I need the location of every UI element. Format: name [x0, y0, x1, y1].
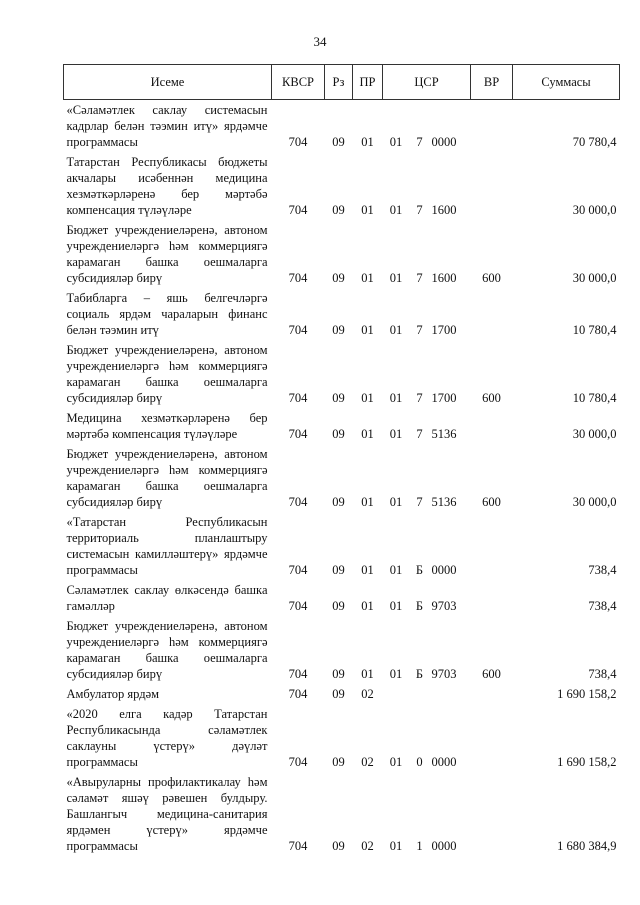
cell-csr2: Б [415, 667, 424, 681]
cell-csr2 [410, 684, 430, 704]
cell-csr3: 5136 [431, 495, 457, 509]
cell-sum: 30 000,0 [572, 427, 617, 441]
cell-rz: 09 [332, 323, 345, 337]
cell-name: Медицина хезмәткәрләренә бер мәртәбә компенсация түләүләре [66, 411, 268, 441]
cell-csr2: 0 [416, 755, 423, 769]
cell-csr3: 1700 [431, 323, 457, 337]
cell-name: «2020 елга кадәр Татарстан Республикасында сәламәтлек саклауны үстерү» дәүләт программасы [66, 707, 268, 769]
cell-kvsr: 704 [288, 599, 308, 613]
cell-csr2: Б [415, 563, 424, 577]
cell-name: Табибларга – яшь белгечләргә социаль ярдәм чараларын финанс белән тәэмин итү [66, 291, 268, 337]
cell-kvsr: 704 [288, 427, 308, 441]
table-row [64, 220, 620, 288]
cell-csr3: 1600 [431, 203, 457, 217]
cell-kvsr: 704 [288, 135, 308, 149]
page-number: 34 [313, 34, 327, 49]
cell-csr1: 01 [389, 839, 403, 853]
cell-vr [471, 512, 513, 580]
cell-kvsr: 704 [288, 391, 308, 405]
cell-sum: 1 690 158,2 [557, 687, 617, 701]
cell-name: Сәламәтлек саклау өлкәсендә башка гамәлләр [66, 583, 268, 613]
cell-csr2: 1 [416, 839, 423, 853]
cell-kvsr: 704 [288, 203, 308, 217]
cell-vr [471, 704, 513, 772]
table-row [64, 616, 620, 684]
cell-csr3: 9703 [431, 599, 457, 613]
cell-kvsr: 704 [288, 271, 308, 285]
cell-vr: 600 [482, 271, 501, 285]
cell-vr [471, 152, 513, 220]
cell-rz: 09 [332, 755, 345, 769]
cell-csr2: Б [415, 599, 424, 613]
table-row [64, 580, 620, 616]
cell-csr2: 7 [416, 323, 423, 337]
cell-vr [471, 408, 513, 444]
cell-sum: 738,4 [588, 599, 617, 613]
cell-name: «Сәламәтлек саклау системасын кадрлар белән тәэмин итү» ярдәмче программасы [66, 103, 268, 149]
cell-csr2: 7 [416, 271, 423, 285]
cell-csr1: 01 [389, 755, 403, 769]
cell-kvsr: 704 [288, 667, 308, 681]
cell-rz: 09 [332, 203, 345, 217]
cell-csr1: 01 [389, 135, 403, 149]
table-row [64, 444, 620, 512]
cell-pr: 02 [361, 755, 374, 769]
cell-kvsr: 704 [288, 755, 308, 769]
budget-table [63, 64, 620, 856]
cell-vr: 600 [482, 667, 501, 681]
header-vr: ВР [471, 65, 513, 100]
cell-rz: 09 [332, 563, 345, 577]
cell-csr3: 1600 [431, 271, 457, 285]
cell-name: Бюджет учреждениеләренә, автоном учреждениеләргә һәм коммерциягә карамаган башка оешмаларга субсидияләр бирү [66, 223, 268, 285]
cell-kvsr: 704 [288, 687, 308, 701]
cell-sum: 70 780,4 [572, 135, 617, 149]
cell-kvsr: 704 [288, 495, 308, 509]
cell-csr2: 7 [416, 495, 423, 509]
cell-pr: 02 [361, 687, 374, 701]
cell-pr: 02 [361, 839, 374, 853]
cell-pr: 01 [361, 135, 374, 149]
cell-csr1: 01 [389, 271, 403, 285]
cell-rz: 09 [332, 599, 345, 613]
cell-pr: 01 [361, 391, 374, 405]
table-row [64, 288, 620, 340]
cell-pr: 01 [361, 271, 374, 285]
cell-csr3: 0000 [431, 839, 457, 853]
cell-sum: 10 780,4 [572, 323, 617, 337]
cell-csr1 [383, 684, 410, 704]
cell-pr: 01 [361, 667, 374, 681]
cell-sum: 738,4 [588, 667, 617, 681]
cell-rz: 09 [332, 391, 345, 405]
cell-vr [471, 100, 513, 153]
cell-vr [471, 288, 513, 340]
cell-name: «Татарстан Республикасын территориаль планлаштыру системасын камилләштерү» ярдәмче программасы [66, 515, 268, 577]
cell-kvsr: 704 [288, 323, 308, 337]
cell-name: Бюджет учреждениеләренә, автоном учреждениеләргә һәм коммерциягә карамаган башка оешмаларга субсидияләр бирү [66, 447, 268, 509]
cell-name: «Авыруларны профилактикалау һәм сәламәт яшәү рәвешен булдыру. Башлангыч медицина-санитария ярдәмен үстерү» ярдәмче программасы [66, 775, 268, 853]
cell-vr [471, 684, 513, 704]
table-row [64, 684, 620, 704]
cell-vr: 600 [482, 495, 501, 509]
cell-pr: 01 [361, 203, 374, 217]
cell-name: Бюджет учреждениеләренә, автоном учреждениеләргә һәм коммерциягә карамаган башка оешмаларга субсидияләр бирү [66, 619, 268, 681]
table-row [64, 408, 620, 444]
table-header-row [64, 65, 620, 100]
cell-csr1: 01 [389, 391, 403, 405]
cell-sum: 738,4 [588, 563, 617, 577]
cell-sum: 30 000,0 [572, 203, 617, 217]
cell-csr3: 9703 [431, 667, 457, 681]
table-row [64, 512, 620, 580]
cell-csr3: 0000 [431, 563, 457, 577]
header-name: Исеме [64, 65, 272, 100]
cell-sum: 1 680 384,9 [557, 839, 617, 853]
cell-csr3: 5136 [431, 427, 457, 441]
cell-pr: 01 [361, 495, 374, 509]
cell-kvsr: 704 [288, 839, 308, 853]
cell-rz: 09 [332, 495, 345, 509]
cell-csr3 [430, 684, 471, 704]
cell-sum: 30 000,0 [572, 495, 617, 509]
cell-sum: 1 690 158,2 [557, 755, 617, 769]
cell-csr3: 0000 [431, 135, 457, 149]
header-csr: ЦСР [383, 65, 471, 100]
cell-vr [471, 580, 513, 616]
table-row [64, 152, 620, 220]
cell-csr1: 01 [389, 667, 403, 681]
cell-rz: 09 [332, 135, 345, 149]
cell-rz: 09 [332, 427, 345, 441]
table-row [64, 772, 620, 856]
header-sum: Суммасы [513, 65, 620, 100]
table-body [64, 100, 620, 857]
cell-csr3: 1700 [431, 391, 457, 405]
cell-name: Амбулатор ярдәм [66, 687, 160, 701]
header-pr: ПР [353, 65, 383, 100]
cell-vr [471, 772, 513, 856]
cell-csr1: 01 [389, 427, 403, 441]
cell-csr2: 7 [416, 391, 423, 405]
cell-pr: 01 [361, 323, 374, 337]
cell-csr3: 0000 [431, 755, 457, 769]
cell-pr: 01 [361, 599, 374, 613]
cell-rz: 09 [332, 271, 345, 285]
cell-csr1: 01 [389, 599, 403, 613]
table-row [64, 340, 620, 408]
cell-csr1: 01 [389, 203, 403, 217]
cell-csr1: 01 [389, 563, 403, 577]
cell-vr: 600 [482, 391, 501, 405]
cell-pr: 01 [361, 427, 374, 441]
cell-sum: 30 000,0 [572, 271, 617, 285]
cell-rz: 09 [332, 839, 345, 853]
table-row [64, 100, 620, 153]
cell-csr2: 7 [416, 427, 423, 441]
cell-kvsr: 704 [288, 563, 308, 577]
cell-rz: 09 [332, 687, 345, 701]
header-rz: Рз [325, 65, 353, 100]
header-kvsr: КВСР [272, 65, 325, 100]
cell-csr1: 01 [389, 495, 403, 509]
cell-csr1: 01 [389, 323, 403, 337]
cell-name: Татарстан Республикасы бюджеты акчалары исәбеннән медицина хезмәткәрләренә бер мәртәбә компенсация түләүләре [66, 155, 268, 217]
cell-csr2: 7 [416, 135, 423, 149]
cell-rz: 09 [332, 667, 345, 681]
cell-csr2: 7 [416, 203, 423, 217]
cell-name: Бюджет учреждениеләренә, автоном учреждениеләргә һәм коммерциягә карамаган башка оешмаларга субсидияләр бирү [66, 343, 268, 405]
cell-sum: 10 780,4 [572, 391, 617, 405]
table-row [64, 704, 620, 772]
cell-pr: 01 [361, 563, 374, 577]
